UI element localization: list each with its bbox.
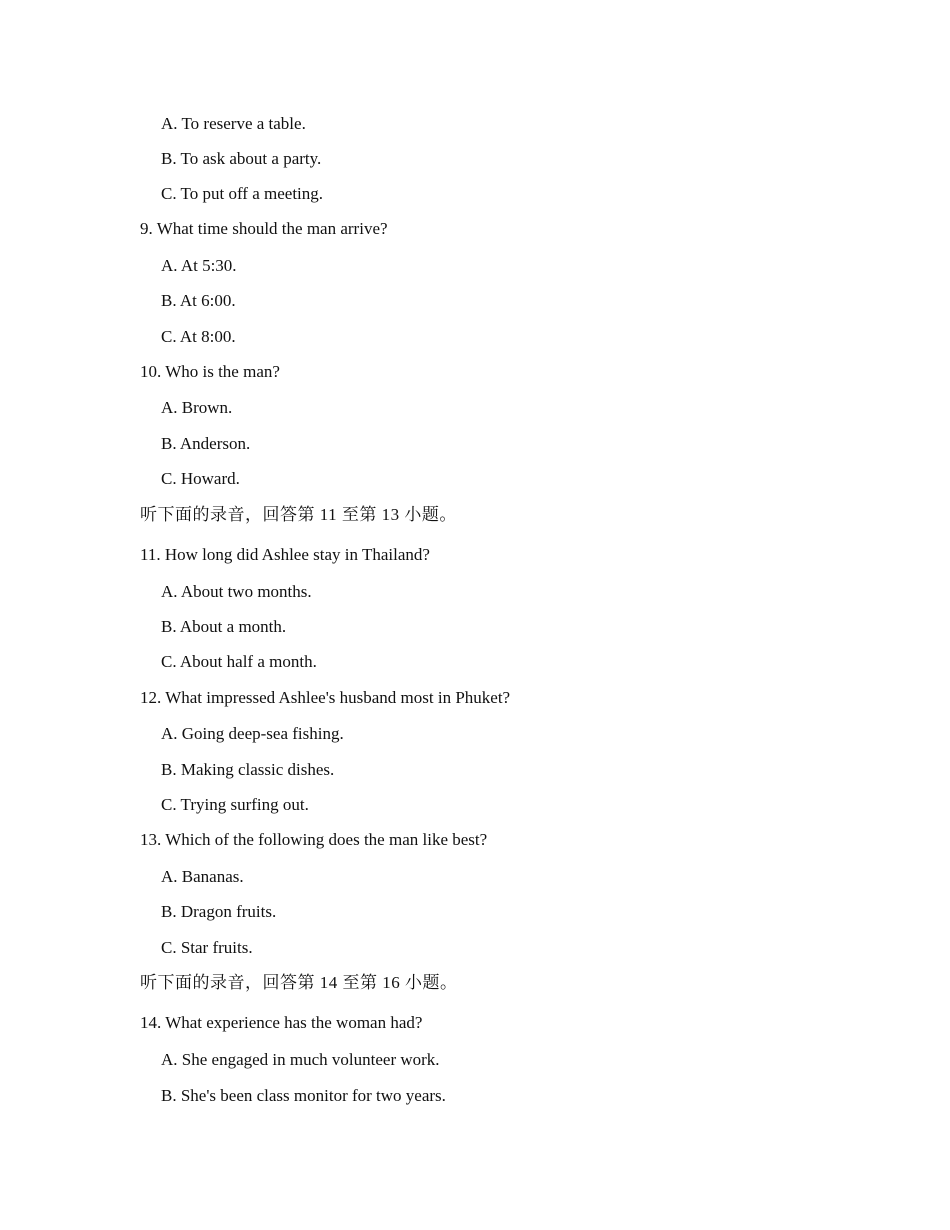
q12-question: 12. What impressed Ashlee's husband most in Phuket? — [140, 688, 511, 707]
q14-option-a: A. She engaged in much volunteer work. — [161, 1050, 440, 1069]
q13-option-c: C. Star fruits. — [161, 938, 253, 957]
section-instruction: 听下面的录音，回答第 14 至第 16 小题。 — [140, 973, 458, 992]
q9-question: 9. What time should the man arrive? — [140, 219, 388, 238]
section-instruction: 听下面的录音，回答第 11 至第 13 小题。 — [140, 505, 457, 524]
q10-question: 10. Who is the man? — [140, 362, 280, 381]
q11-option-c: C. About half a month. — [161, 652, 317, 671]
q12-option-a: A. Going deep-sea fishing. — [161, 724, 344, 743]
q13-option-a: A. Bananas. — [161, 867, 244, 886]
q9-option-b: B. At 6:00. — [161, 291, 236, 310]
q12-option-b: B. Making classic dishes. — [161, 760, 335, 779]
q10-option-a: A. Brown. — [161, 398, 233, 417]
q11-option-a: A. About two months. — [161, 582, 312, 601]
q13-question: 13. Which of the following does the man like best? — [140, 830, 488, 849]
q8-option-b: B. To ask about a party. — [161, 149, 322, 168]
q14-question: 14. What experience has the woman had? — [140, 1013, 423, 1032]
q13-option-b: B. Dragon fruits. — [161, 902, 277, 921]
q10-option-c: C. Howard. — [161, 469, 240, 488]
q10-option-b: B. Anderson. — [161, 434, 251, 453]
q8-option-c: C. To put off a meeting. — [161, 184, 324, 203]
q8-option-a: A. To reserve a table. — [161, 114, 306, 133]
q11-option-b: B. About a month. — [161, 617, 287, 636]
q9-option-a: A. At 5:30. — [161, 256, 237, 275]
q11-question: 11. How long did Ashlee stay in Thailand? — [140, 545, 430, 564]
q14-option-b: B. She's been class monitor for two years. — [161, 1086, 446, 1105]
q9-option-c: C. At 8:00. — [161, 327, 236, 346]
q12-option-c: C. Trying surfing out. — [161, 795, 309, 814]
